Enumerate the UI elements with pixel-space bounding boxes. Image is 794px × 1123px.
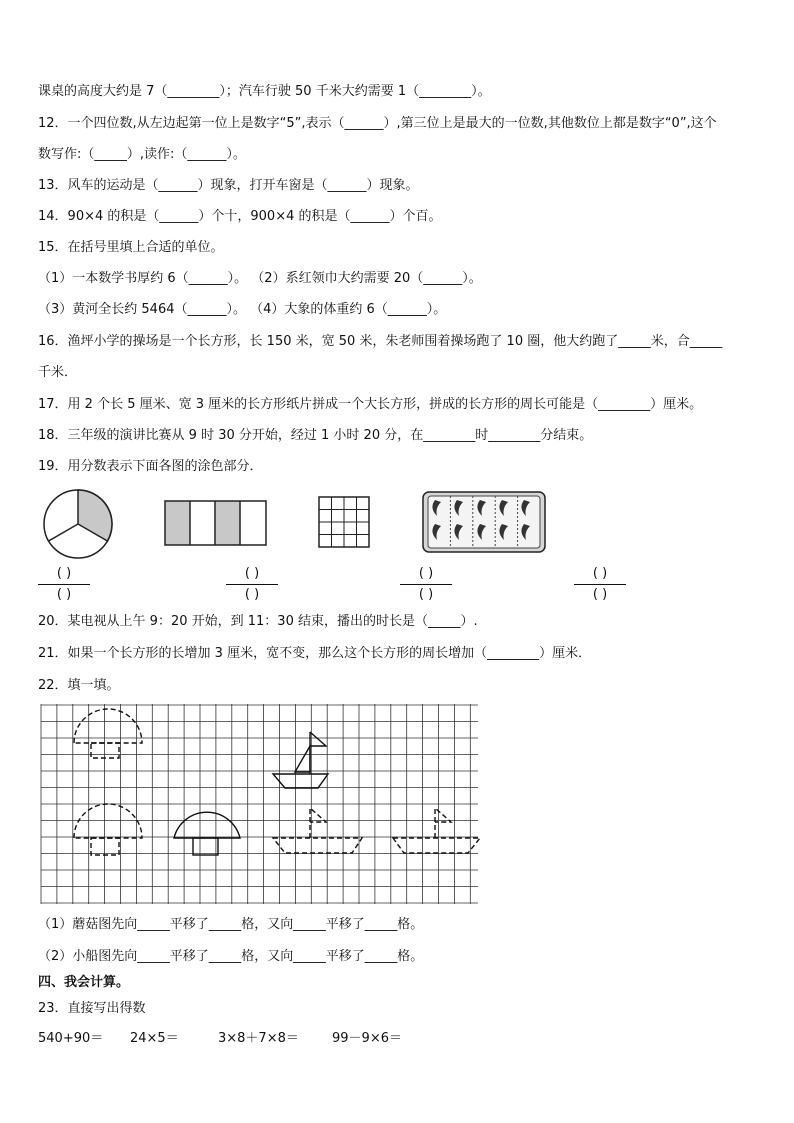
fraction-blank-1[interactable] [38, 566, 90, 603]
q22-item1: （1）蘑菇图先向_____平移了_____格，又向_____平移了_____格。 [38, 917, 424, 932]
section-4-heading: 四、我会计算。 [38, 975, 130, 990]
square-grid-figure [318, 496, 370, 548]
q17: 17．用 2 个长 5 厘米、宽 3 厘米的长方形纸片拼成一个大长方形，拼成的长方形的周长可能是（________）厘米。 [38, 397, 703, 412]
fraction-blank-4[interactable] [574, 566, 626, 603]
q12-line2: 数写作:（_____）,读作:（______）。 [38, 147, 246, 162]
q20: 20．某电视从上午 9：20 开始，到 11：30 结束，播出的时长是（_____）. [38, 614, 478, 629]
q14: 14．90×4 的积是（______）个十，900×4 的积是（______）个百。 [38, 209, 442, 224]
pie-figure [42, 488, 114, 560]
fraction-numerator[interactable]: ( ) [400, 566, 452, 585]
q15-title: 15．在括号里填上合适的单位。 [38, 240, 224, 255]
fraction-numerator[interactable]: ( ) [226, 566, 278, 585]
q21: 21．如果一个长方形的长增加 3 厘米，宽不变，那么这个长方形的周长增加（________）厘米． [38, 646, 592, 661]
q16-line2: 千米． [38, 365, 78, 380]
calc-item-3: 3×8＋7×8＝ [218, 1031, 299, 1046]
calc-item-2: 24×5＝ [130, 1031, 179, 1046]
fraction-denominator[interactable]: ( ) [592, 587, 608, 602]
q22-title: 22．填一填。 [38, 678, 120, 693]
banana-tray-figure [422, 491, 546, 553]
q18: 18．三年级的演讲比赛从 9 时 30 分开始，经过 1 小时 20 分，在________时________分结束。 [38, 428, 593, 443]
q15-row1: （1）一本数学书厚约 6（______）。 （2）系红领巾大约需要 20（______）。 [38, 271, 482, 286]
fraction-denominator[interactable]: ( ) [56, 587, 72, 602]
fraction-blank-2[interactable] [226, 566, 278, 603]
q23-title: 23．直接写出得数 [38, 1001, 146, 1016]
q19-title: 19．用分数表示下面各图的涂色部分． [38, 459, 263, 474]
q11-line2: 课桌的高度大约是 7（________）；汽车行驶 50 千米大约需要 1（________）。 [38, 84, 491, 99]
calc-item-4: 99－9×6＝ [332, 1031, 402, 1046]
translation-grid [40, 704, 480, 906]
fraction-denominator[interactable]: ( ) [244, 587, 260, 602]
q22-item2: （2）小船图先向_____平移了_____格，又向_____平移了_____格。 [38, 949, 424, 964]
q12-line1: 12．一个四位数,从左边起第一位上是数字“5”,表示（______）,第三位上是最大的一位数,其他数位上都是数字“0”,这个 [38, 116, 717, 131]
q13: 13．风车的运动是（______）现象，打开车窗是（______）现象。 [38, 178, 419, 193]
calc-item-1: 540+90＝ [38, 1031, 104, 1046]
fraction-blank-3[interactable] [400, 566, 452, 603]
fraction-denominator[interactable]: ( ) [418, 587, 434, 602]
q16-line1: 16．渔坪小学的操场是一个长方形，长 150 米，宽 50 米，朱老师围着操场跑了 10 圈，他大约跑了_____米，合_____ [38, 334, 723, 349]
fraction-numerator[interactable]: ( ) [38, 566, 90, 585]
q15-row2: （3）黄河全长约 5464（______）。 （4）大象的体重约 6（______）。 [38, 302, 447, 317]
strip-figure [164, 500, 268, 546]
fraction-numerator[interactable]: ( ) [574, 566, 626, 585]
